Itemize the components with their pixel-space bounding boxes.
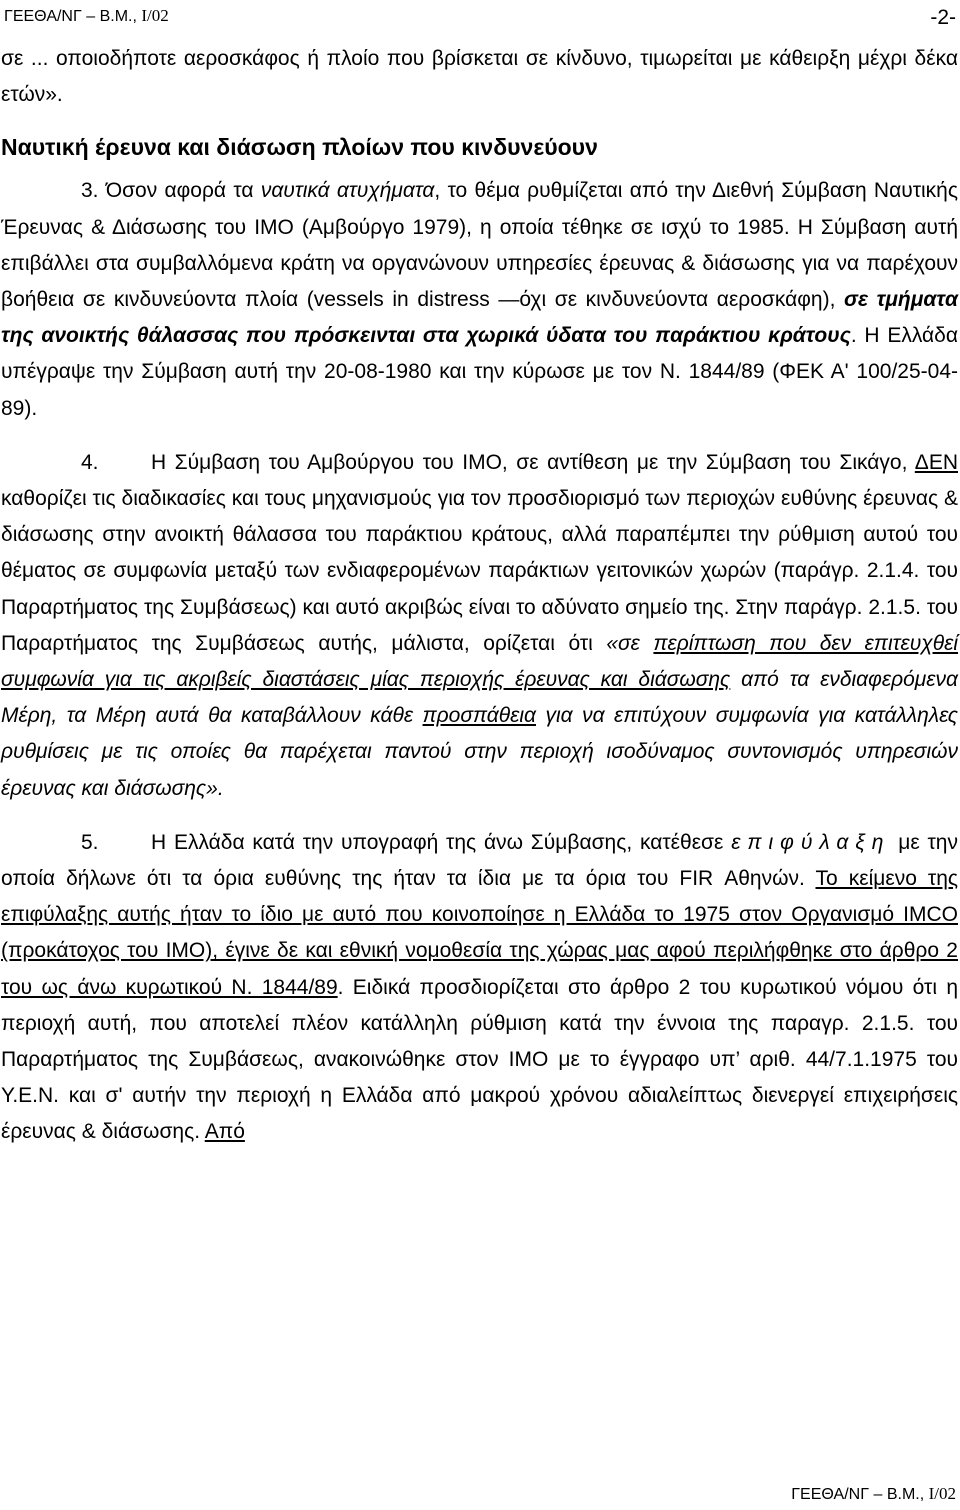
paragraph-5	[1, 825, 958, 1151]
paragraph-5-spaced-emphasis: επιφύλαξη	[731, 830, 891, 854]
paragraph-5-text: με την οποία δήλωνε ότι τα όρια ευθύνης της ήταν τα ίδια με τα όρια του FIR Αθηνών.	[1, 830, 958, 891]
paragraph-3-text: , το θέμα ρυθμίζεται από την Διεθνή Σύμβαση Ναυτικής Έρευνας & Διάσωσης του ΙΜΟ (Αμβούργο 1979), η οποία τέθηκε σε ισχύ το 1985. Η Σύμβαση αυτή επιβάλλει στα συμβαλλόμενα κράτη να οργανώνουν υπηρεσίες έρευνας & διάσωσης για να παρέχουν βοήθεια σε κινδυνεύοντα πλοία (vessels in distress —όχι σε κινδυνεύοντα αεροσκάφη),	[1, 179, 958, 312]
document-body	[1, 41, 958, 1151]
document-reference	[4, 6, 169, 26]
footer-reference-number: I/02	[928, 1484, 956, 1503]
paragraph-5-number: 5.	[81, 830, 99, 854]
paragraph-5-underlined-text: Το κείμενο της επιφύλαξης αυτής ήταν το ίδιο με αυτό που κοινοποίησε η Ελλάδα το 1975 στον Οργανισμό IMCO (προκάτοχος του ΙΜΟ), έγινε δε και εθνική νομοθεσία της χώρας μας αφού περιλήφθηκε στο άρθρο 2 του ως άνω κυρωτικού Ν. 1844/89	[1, 867, 959, 999]
paragraph-4-text: Η Σύμβαση του Αμβούργου του ΙΜΟ, σε αντίθεση με την Σύμβαση του Σικάγο,	[151, 450, 915, 474]
document-reference-number: I/02	[141, 6, 169, 25]
page-footer	[791, 1484, 956, 1504]
paragraph-3-number: 3.	[81, 179, 99, 203]
section-heading: Ναυτική έρευνα και διάσωση πλοίων που κινδυνεύουν	[1, 134, 598, 161]
page-header	[4, 6, 956, 30]
footer-reference-prefix: ΓΕΕΘΑ/ΝΓ – Β.Μ.,	[791, 1486, 929, 1503]
page-number: -2-	[930, 6, 956, 29]
paragraph-4-quote: «σε	[606, 631, 654, 655]
paragraph-4-quote-underlined: προσπάθεια	[422, 704, 537, 728]
paragraph-5-text: . Ειδικά προσδιορίζεται στο άρθρο 2 του κυρωτικού νόμου ότι η περιοχή αυτή, που αποτελεί πλέον κατάλληλη ρύθμιση κατά την έννοια της παραγρ. 2.1.5. του Παραρτήματος της Συμβάσεως, ανακοινώθηκε στον ΙΜΟ με το έγγραφο υπ’ αριθ. 44/7.1.1975 του Υ.Ε.Ν. και σ' αυτήν την περιοχή η Ελλάδα από μακρού χρόνου αδιαλείπτως διενεργεί επιχειρήσεις έρευνας & διάσωσης.	[1, 975, 958, 1144]
continuation-paragraph: σε ... οποιοδήποτε αεροσκάφος ή πλοίο που βρίσκεται σε κίνδυνο, τιμωρείται με κάθειρξη μέχρι δέκα ετών».	[1, 47, 958, 107]
paragraph-5-text: Η Ελλάδα κατά την υπογραφή της άνω Σύμβασης, κατέθεσε	[151, 830, 732, 854]
paragraph-3-text: Όσον αφορά τα	[105, 179, 261, 203]
paragraph-3-text: . Η Ελλάδα υπέγραψε την Σύμβαση αυτή την 20-08-1980 και την κύρωσε με τον Ν. 1844/89 (ΦΕΚ Α' 100/25-04-89).	[1, 324, 958, 420]
paragraph-4	[1, 445, 958, 807]
document-reference-prefix: ΓΕΕΘΑ/ΝΓ – Β.Μ.,	[4, 8, 142, 25]
paragraph-4-quote-underlined: περίπτωση που δεν επιτευχθεί συμφωνία για τις ακριβείς διαστάσεις μίας περιοχής έρευνας και διάσωσης	[1, 631, 959, 692]
paragraph-3-italic-text: ναυτικά ατυχήματα	[260, 179, 435, 203]
paragraph-4-text: καθορίζει τις διαδικασίες και τους μηχανισμούς για τον προσδιορισμό των περιοχών ευθύνης έρευνας & διάσωσης στην ανοικτή θάλασσα του παράκτιου κράτους, αλλά παραπέμπει την ρύθμιση αυτού του θέματος σε συμφωνία μεταξύ των ενδιαφερομένων παράκτιων γειτονικών χωρών (παράγρ. 2.1.4. του Παραρτήματος της Συμβάσεως) και αυτό ακριβώς είναι το αδύνατο σημείο της. Στην παράγρ. 2.1.5. του Παραρτήματος της Συμβάσεως αυτής, μάλιστα, ορίζεται ότι	[1, 487, 958, 655]
paragraph-4-number: 4.	[81, 450, 99, 474]
paragraph-4-underlined-text: ΔΕΝ	[914, 450, 958, 474]
paragraph-4-quote: για να επιτύχουν συμφωνία για κατάλληλες ρυθμίσεις με τις οποίες θα παρέχεται παντού στην περιοχή ισοδύναμος συντονισμός υπηρεσιών έρευνας και διάσωσης».	[1, 704, 958, 800]
paragraph-5-underlined-text: Από	[204, 1120, 245, 1144]
paragraph-4-quote: από τα ενδιαφερόμενα Μέρη, τα Μέρη αυτά θα καταβάλλουν κάθε	[1, 668, 958, 728]
paragraph-3-emphasis: σε τμήματα της ανοικτής θάλασσας που πρόσκεινται στα χωρικά ύδατα του παράκτιου κράτους	[1, 288, 958, 348]
paragraph-3	[1, 173, 958, 426]
